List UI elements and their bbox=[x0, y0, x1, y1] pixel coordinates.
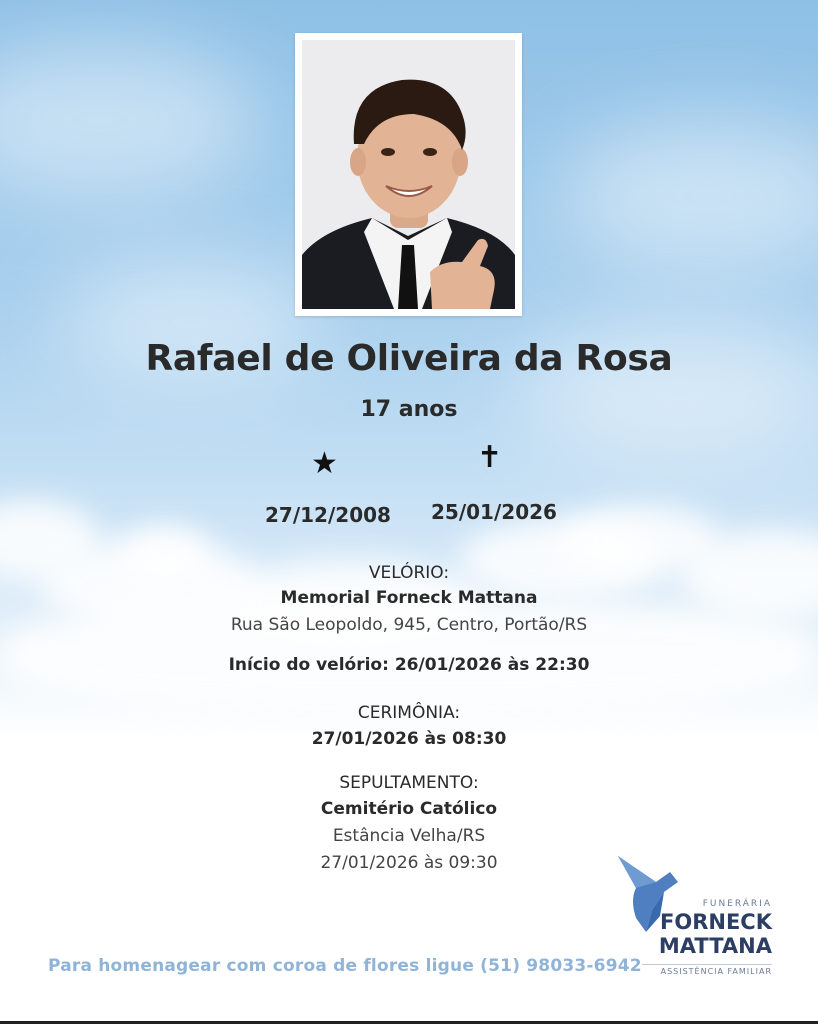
sky-haze bbox=[560, 120, 818, 270]
deceased-name: Rafael de Oliveira da Rosa bbox=[145, 338, 673, 379]
sky-haze bbox=[0, 40, 260, 200]
sepultamento-place: Cemitério Católico bbox=[320, 799, 498, 819]
portrait-photo bbox=[302, 40, 515, 309]
footer-contact: Para homenagear com coroa de flores ligue (51) 98033-6942 bbox=[48, 956, 642, 976]
logo-bottom-text: ASSISTÊNCIA FAMILIAR bbox=[642, 964, 772, 976]
cerimonia-heading: CERIMÔNIA: bbox=[357, 703, 461, 723]
deceased-age: 17 anos bbox=[360, 397, 458, 422]
logo-top-text: FUNERÁRIA bbox=[702, 899, 772, 909]
velorio-place: Memorial Forneck Mattana bbox=[280, 588, 538, 608]
velorio-heading: VELÓRIO: bbox=[368, 563, 450, 583]
sepultamento-datetime: 27/01/2026 às 09:30 bbox=[320, 853, 498, 873]
cerimonia-datetime: 27/01/2026 às 08:30 bbox=[311, 729, 507, 749]
portrait-illustration bbox=[302, 40, 515, 309]
velorio-address: Rua São Leopoldo, 945, Centro, Portão/RS bbox=[230, 615, 588, 635]
birth-date: 27/12/2008 bbox=[265, 503, 391, 527]
cross-icon: ✝ bbox=[477, 440, 503, 475]
sepultamento-city: Estância Velha/RS bbox=[332, 826, 486, 846]
star-icon: ★ bbox=[311, 446, 338, 481]
death-date: 25/01/2026 bbox=[431, 500, 557, 524]
funeral-home-logo bbox=[612, 852, 772, 982]
logo-line1: FORNECK bbox=[660, 910, 772, 934]
portrait-frame bbox=[295, 33, 522, 316]
logo-line2: MATTANA bbox=[658, 934, 772, 958]
velorio-start: Início do velório: 26/01/2026 às 22:30 bbox=[228, 655, 590, 675]
sepultamento-heading: SEPULTAMENTO: bbox=[339, 773, 479, 793]
